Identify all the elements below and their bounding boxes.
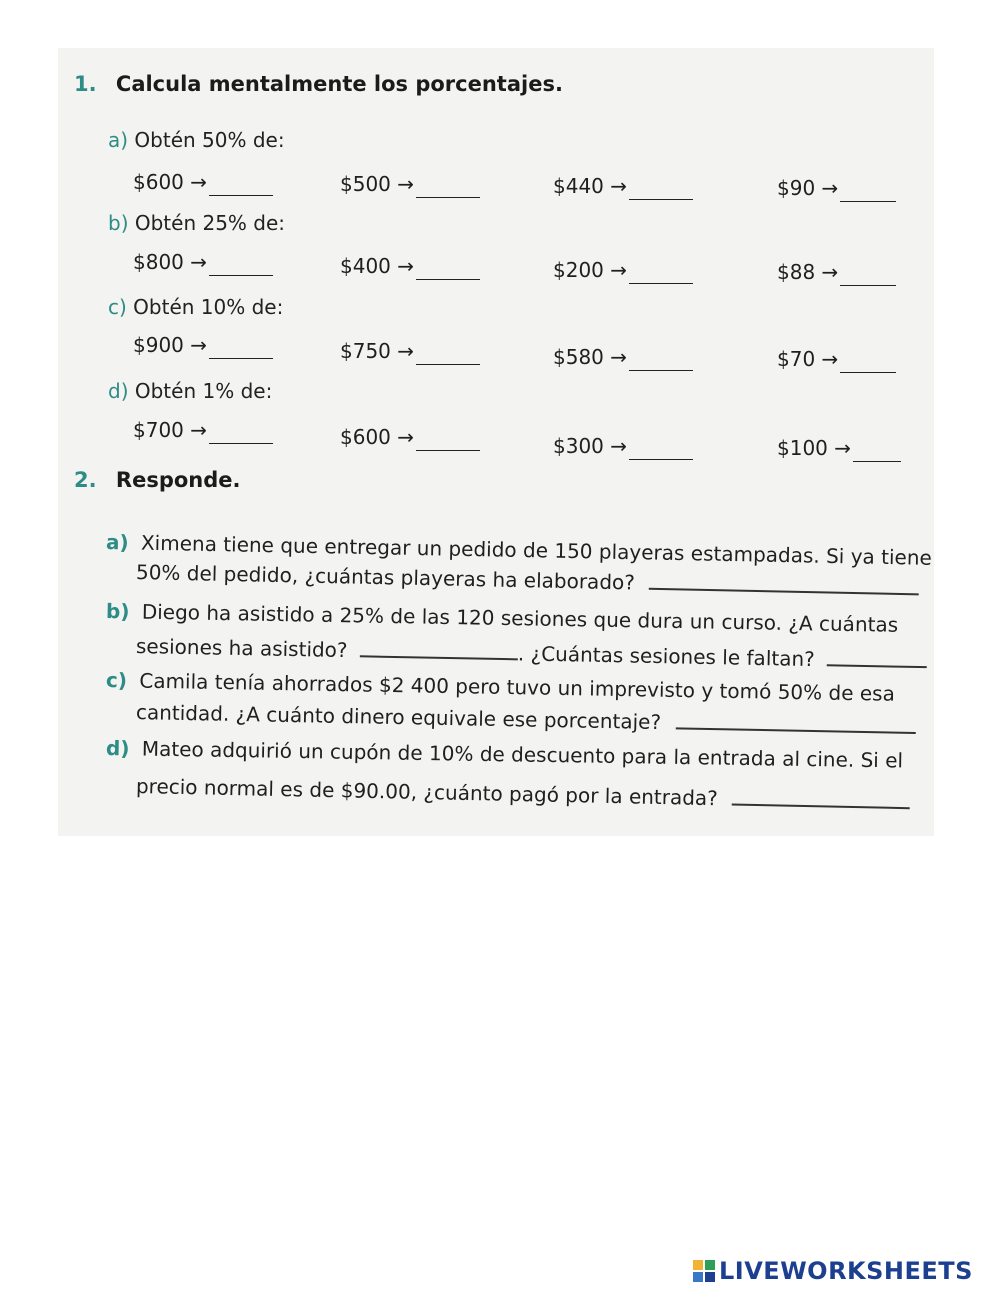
logo-mark-icon	[693, 1260, 715, 1282]
item-b1	[133, 250, 273, 276]
item-b3	[553, 258, 693, 284]
answer-line[interactable]	[827, 664, 927, 668]
item-d4	[777, 436, 901, 462]
answer-blank[interactable]	[416, 258, 480, 280]
item-text: $580 →	[553, 345, 628, 369]
answer-blank[interactable]	[209, 337, 273, 359]
answer-blank[interactable]	[629, 438, 693, 460]
section-d-label	[108, 379, 272, 403]
section-text: Obtén 50% de:	[134, 128, 285, 152]
item-b4	[777, 260, 896, 286]
question-letter: d)	[105, 736, 130, 761]
answer-blank[interactable]	[416, 343, 480, 365]
section-a-label	[108, 128, 285, 152]
answer-blank[interactable]	[629, 349, 693, 371]
item-a4	[777, 176, 896, 202]
item-d2	[340, 425, 480, 451]
answer-line[interactable]	[732, 803, 910, 809]
exercise-2-heading	[74, 468, 240, 492]
section-text: Obtén 25% de:	[134, 211, 286, 235]
answer-line[interactable]	[675, 727, 915, 734]
answer-blank[interactable]	[209, 174, 273, 196]
answer-blank[interactable]	[853, 440, 901, 462]
item-text: $100 →	[777, 436, 852, 460]
section-b-label	[108, 211, 285, 235]
answer-blank[interactable]	[209, 254, 273, 276]
item-text: $400 →	[340, 254, 415, 278]
item-text: $70 →	[777, 347, 839, 371]
answer-blank[interactable]	[416, 429, 480, 451]
exercise-2-title: Responde.	[115, 468, 241, 492]
exercise-2-number: 2.	[74, 468, 97, 492]
section-text: Obtén 10% de:	[133, 295, 284, 319]
exercise-1-number: 1.	[74, 72, 97, 96]
answer-blank[interactable]	[840, 180, 896, 202]
section-letter: c)	[108, 295, 127, 319]
item-d1	[133, 418, 273, 444]
answer-line[interactable]	[649, 588, 919, 596]
item-b2	[340, 254, 480, 280]
item-a3	[553, 174, 693, 200]
logo-text: LIVEWORKSHEETS	[719, 1257, 973, 1285]
exercise-1-title: Calcula mentalmente los porcentajes.	[115, 72, 563, 96]
item-text: $600 →	[133, 170, 208, 194]
item-text: $200 →	[553, 258, 628, 282]
exercise-1-heading	[74, 72, 563, 96]
item-text: $440 →	[553, 174, 628, 198]
item-d3	[553, 434, 693, 460]
question-text: precio normal es de $90.00, ¿cuánto pagó por la entrada?	[135, 774, 719, 811]
question-text: Ximena tiene que entregar un pedido de 150 playeras estampadas. Si ya tiene	[140, 530, 933, 570]
section-letter: d)	[108, 379, 129, 403]
question-text: cantidad. ¿A cuánto dinero equivale ese porcentaje?	[135, 700, 662, 735]
answer-blank[interactable]	[629, 178, 693, 200]
answer-blank[interactable]	[629, 262, 693, 284]
section-letter: a)	[108, 128, 129, 152]
item-text: $750 →	[340, 339, 415, 363]
section-letter: b)	[108, 211, 129, 235]
item-text: $90 →	[777, 176, 839, 200]
item-text: $300 →	[553, 434, 628, 458]
item-text: $500 →	[340, 172, 415, 196]
answer-blank[interactable]	[209, 422, 273, 444]
item-a2	[340, 172, 480, 198]
item-c2	[340, 339, 480, 365]
item-text: $900 →	[133, 333, 208, 357]
item-c3	[553, 345, 693, 371]
item-c1	[133, 333, 273, 359]
section-text: Obtén 1% de:	[134, 379, 273, 403]
question-text: 50% del pedido, ¿cuántas playeras ha elaborado?	[135, 560, 636, 595]
item-c4	[777, 347, 896, 373]
answer-line[interactable]	[360, 655, 518, 660]
answer-blank[interactable]	[416, 176, 480, 198]
item-text: $600 →	[340, 425, 415, 449]
liveworksheets-logo	[693, 1255, 993, 1287]
section-c-label	[108, 295, 283, 319]
answer-blank[interactable]	[840, 264, 896, 286]
answer-blank[interactable]	[840, 351, 896, 373]
question-letter: a)	[105, 530, 129, 555]
item-text: $88 →	[777, 260, 839, 284]
question-text: Diego ha asistido a 25% de las 120 sesiones que dura un curso. ¿A cuántas	[141, 599, 899, 637]
item-text: $800 →	[133, 250, 208, 274]
item-a1	[133, 170, 273, 196]
question-text: Camila tenía ahorrados $2 400 pero tuvo un imprevisto y tomó 50% de esa	[139, 668, 896, 706]
question-text: sesiones ha asistido?	[135, 634, 348, 663]
question-letter: c)	[105, 668, 128, 693]
item-text: $700 →	[133, 418, 208, 442]
question-text: Mateo adquirió un cupón de 10% de descuento para la entrada al cine. Si el	[141, 736, 904, 773]
question-letter: b)	[105, 599, 130, 624]
question-text: . ¿Cuántas sesiones le faltan?	[517, 641, 815, 672]
